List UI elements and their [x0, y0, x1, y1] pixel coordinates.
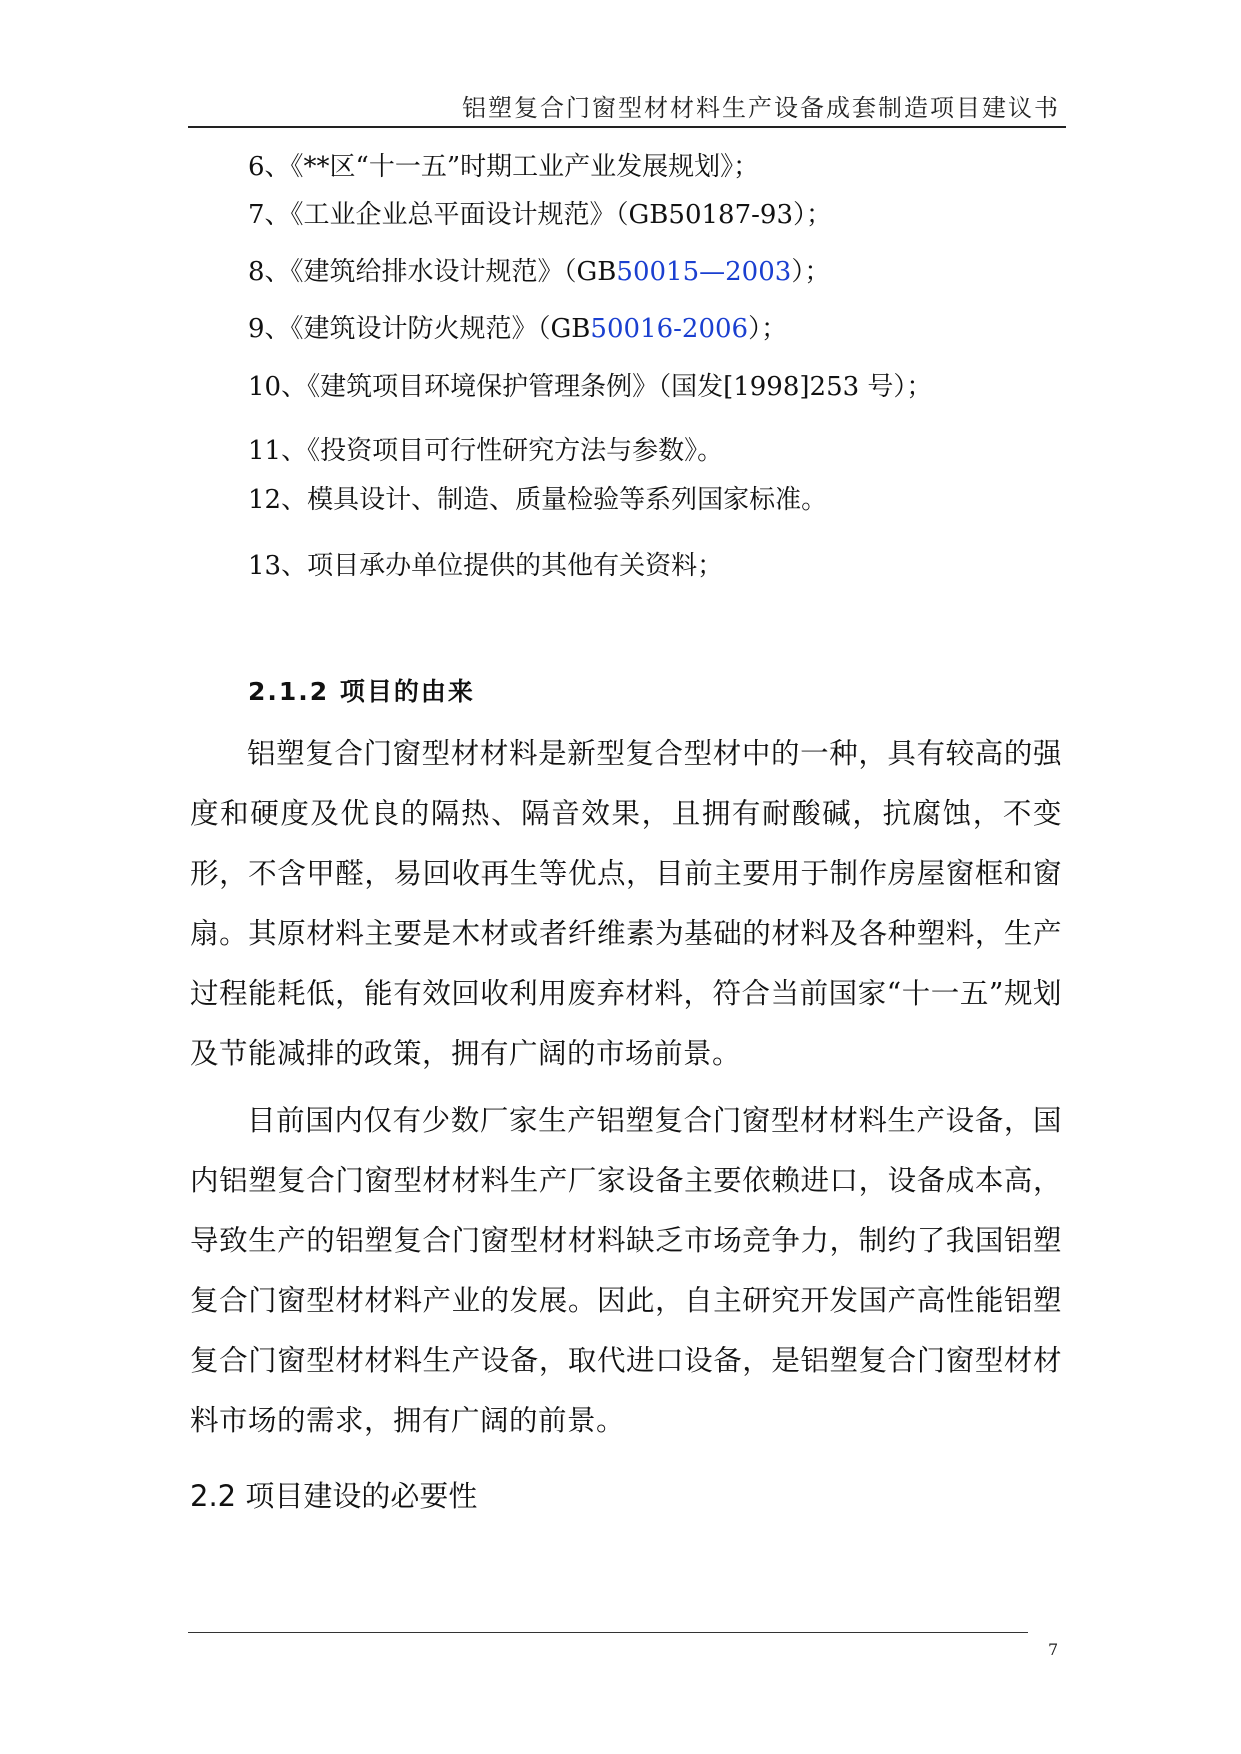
paragraph-origin: 铝塑复合门窗型材材料是新型复合型材中的一种，具有较高的强度和硬度及优良的隔热、隔音效果，且拥有耐酸碱，抗腐蚀，不变形，不含甲醛，易回收再生等优点，目前主要用于制作房屋窗框和窗扇。其原材料主要是木材或者纤维素为基础的材料及各种塑料，生产过程能耗低，能有效回收利用废弃材料，符合当前国家“十一五”规划及节能减排的政策，拥有广阔的市场前景。 [190, 737, 1062, 1070]
reference-item-7: 7、《工业企业总平面设计规范》（GB50187-93）； [248, 200, 832, 230]
reference-item-12: 12、模具设计、制造、质量检验等系列国家标准。 [248, 485, 828, 515]
reference-item-6: 6、《**区“十一五”时期工业产业发展规划》； [248, 152, 760, 182]
reference-8-prefix: 8、《建筑给排水设计规范》（GB [248, 257, 617, 287]
reference-item-9 [248, 308, 787, 345]
reference-9-suffix: ）； [748, 314, 788, 344]
section-heading-2-1-2: 2.1.2 项目的由来 [248, 677, 475, 706]
section-heading-2-2: 2.2 项目建设的必要性 [190, 1479, 478, 1513]
reference-item-8 [248, 251, 830, 288]
standard-link-50015[interactable]: 50015—2003 [616, 257, 792, 287]
reference-item-13: 13、项目承办单位提供的其他有关资料； [248, 551, 724, 581]
reference-8-suffix: ）； [791, 257, 831, 287]
reference-item-11: 11、《投资项目可行性研究方法与参数》。 [248, 436, 724, 466]
reference-item-10: 10、《建筑项目环境保护管理条例》（国发[1998]253 号）； [248, 372, 933, 402]
page-number: 7 [1048, 1640, 1059, 1659]
page-header [188, 86, 1066, 128]
paragraph-market: 目前国内仅有少数厂家生产铝塑复合门窗型材材料生产设备，国内铝塑复合门窗型材材料生产厂家设备主要依赖进口，设备成本高，导致生产的铝塑复合门窗型材材料缺乏市场竞争力，制约了我国铝塑复合门窗型材材料产业的发展。因此，自主研究开发国产高性能铝塑复合门窗型材材料生产设备，取代进口设备，是铝塑复合门窗型材材料市场的需求，拥有广阔的前景。 [190, 1104, 1062, 1437]
header-title: 铝塑复合门窗型材材料生产设备成套制造项目建议书 [462, 94, 1060, 122]
footer-divider [188, 1632, 1028, 1633]
reference-9-prefix: 9、《建筑设计防火规范》（GB [248, 314, 591, 344]
standard-link-50016[interactable]: 50016-2006 [590, 314, 749, 344]
